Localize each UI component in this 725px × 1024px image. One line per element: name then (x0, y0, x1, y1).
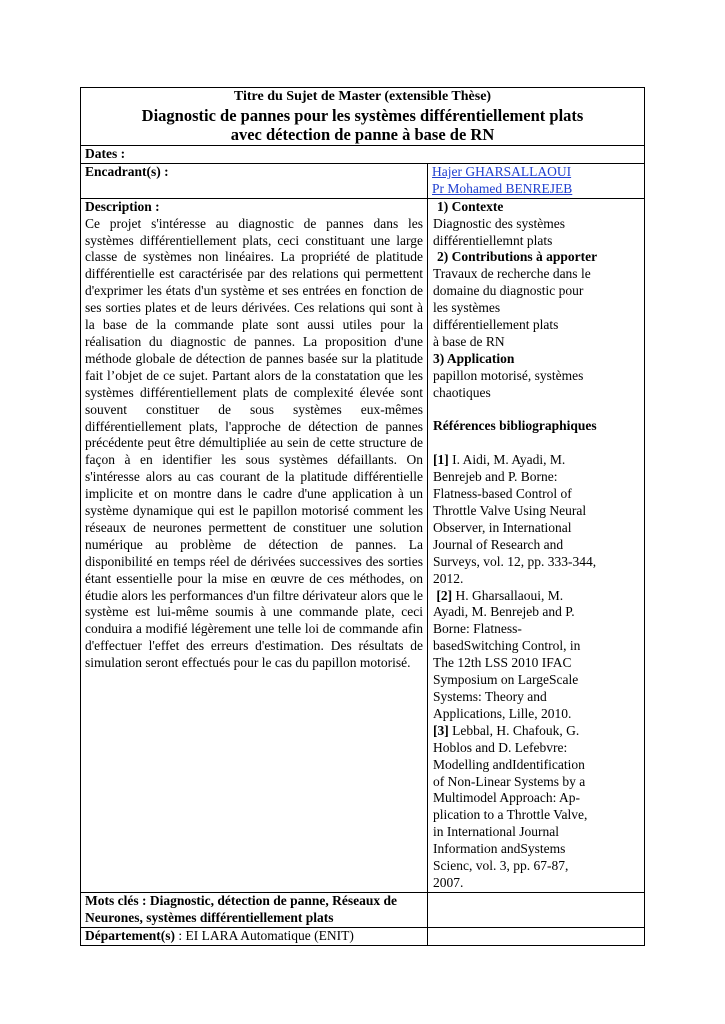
reference-1-line-8: 2012. (433, 570, 464, 586)
contributions-line-1: Travaux de recherche dans le (433, 266, 591, 282)
reference-2-line-1 (433, 588, 640, 605)
reference-2-number: [2] (436, 587, 453, 603)
spacer (433, 435, 640, 452)
reference-3-line-5: Multimodel Approach: Ap- (433, 790, 580, 806)
application-line-2: chaotiques (433, 384, 491, 400)
page-title-line2: avec détection de panne à base de RN (230, 125, 495, 144)
keywords-line-1: Mots clés : Diagnostic, détection de panne, Réseaux de (85, 892, 397, 908)
contexte-heading: 1) Contexte (437, 198, 504, 214)
contributions-line-4: différentiellement plats (433, 317, 559, 333)
contributions-line-2: domaine du diagnostic pour (433, 283, 584, 299)
contributions-line-3: les systèmes (433, 300, 501, 316)
reference-1-line-5: Observer, in International (433, 519, 572, 535)
application-line-1: papillon motorisé, systèmes (433, 367, 584, 383)
page-title-line1: Diagnostic de pannes pour les systèmes différentiellement plats (141, 106, 584, 125)
keywords-line-2: Neurones, systèmes différentiellement plats (85, 909, 334, 925)
encadrant-link-1[interactable]: Hajer GHARSALLAOUI (432, 163, 572, 179)
encadrants-label: Encadrant(s) : (81, 163, 428, 198)
keywords-empty-cell (428, 892, 645, 927)
references-heading: Références bibliographiques (433, 418, 597, 434)
reference-2-line-3: Borne: Flatness- (433, 621, 522, 637)
description-label: Description : (85, 198, 160, 214)
subject-form-table (80, 87, 645, 946)
encadrants-row (81, 163, 645, 198)
reference-3-line-8: Information andSystems (433, 841, 566, 857)
reference-3-line-3: Modelling andIdentification (433, 756, 585, 772)
department-row (81, 927, 645, 945)
reference-3-line-1 (433, 723, 640, 740)
department-empty-cell (428, 927, 645, 945)
reference-3-line-2: Hoblos and D. Lefebvre: (433, 739, 568, 755)
reference-2-line-5: The 12th LSS 2010 IFAC (433, 655, 572, 671)
reference-3-line-6: plication to a Throttle Valve, (433, 807, 588, 823)
contexte-line-2: différentiellemnt plats (433, 232, 553, 248)
reference-1-line-2: Benrejeb and P. Borne: (433, 469, 558, 485)
dates-label: Dates : (81, 146, 645, 164)
reference-3-line-4: of Non-Linear Systems by a (433, 773, 586, 789)
department-value: : EI LARA Automatique (ENIT) (174, 927, 354, 943)
title-row (81, 88, 645, 146)
reference-1-text: I. Aidi, M. Ayadi, M. (448, 452, 566, 468)
contributions-line-5: à base de RN (433, 333, 505, 349)
reference-1-line-3: Flatness-based Control of (433, 486, 572, 502)
contributions-heading: 2) Contributions à apporter (437, 249, 598, 265)
keywords-cell (81, 892, 428, 927)
description-row (81, 198, 645, 892)
subject-label: Titre du Sujet de Master (extensible Thèse) (233, 89, 492, 104)
description-text: Ce projet s'intéresse au diagnostic de pannes dans les systèmes différentiellement plats, ceci constituant une large classe de systèmes non linéaires. La propriété de platitude différentielle est caractérisée par des relations qui permettent d'exprimer les états d'un système et ses entrées en fonction de ses sorties plates et de leurs dérivées. Ces relations qui sont à la base de la commande plate sont aussi utiles pour la réalisation du diagnostic de pannes. La proposition d'une méthode globale de détection de pannes basée sur la platitude fait l’objet de ce sujet. Partant alors de la constatation que les systèmes différentiellement plats de complexité élevée sont souvent constituer de sous systèmes eux-mêmes différentiellement plats, l'approche de détection de pannes précédente peut être démultipliée au sein de cette structure de façon à en identifier les sous systèmes défaillants. On s'intéresse alors au cas courant de la platitude différentielle implicite et on montre dans le cadre d'une application à un système dynamique qui est le papillon motorisé comment les réseaux de neurones permettent de constituer une solution numérique au problème de détection de pannes. La disponibilité en temps réel de dérivées successives des sorties étant essentielle pour la mise en œuvre de ces méthodes, on étudie alors les performances d'un filtre dérivateur alors que le système est lui-même soumis à une commande plate, ceci conduira a modifié légèrement une telle loi de commande afin d'effectuer l'effet des erreurs d'estimation. Des résultats de simulation seront effectués pour le cas du papillon motorisé. (85, 215, 423, 671)
reference-3-line-9: Scienc, vol. 3, pp. 67-87, (433, 858, 569, 874)
reference-2-line-7: Systems: Theory and (433, 688, 547, 704)
reference-3-line-10: 2007. (433, 874, 464, 890)
reference-1-line-1 (433, 452, 640, 469)
reference-1-number: [1] (433, 452, 449, 468)
dates-row (81, 146, 645, 164)
reference-2-line-8: Applications, Lille, 2010. (433, 705, 572, 721)
encadrants-names (428, 163, 645, 198)
reference-1-line-4: Throttle Valve Using Neural (433, 503, 587, 518)
title-cell (81, 88, 645, 146)
details-cell (428, 198, 645, 892)
application-heading: 3) Application (433, 350, 515, 366)
reference-2-text: H. Gharsallaoui, M. (452, 587, 564, 603)
reference-3-text: Lebbal, H. Chafouk, G. (448, 722, 580, 738)
description-cell (81, 198, 428, 892)
department-cell (81, 927, 428, 945)
keywords-row (81, 892, 645, 927)
contexte-line-1: Diagnostic des systèmes (433, 215, 565, 231)
reference-2-line-2: Ayadi, M. Benrejeb and P. (433, 604, 575, 620)
department-label: Département(s) (85, 927, 175, 943)
reference-2-line-4: basedSwitching Control, in (433, 638, 581, 654)
reference-1-line-6: Journal of Research and (433, 536, 564, 552)
reference-1-line-7: Surveys, vol. 12, pp. 333-344, (433, 553, 597, 569)
reference-3-number: [3] (433, 722, 449, 738)
reference-3-line-7: in International Journal (433, 824, 559, 840)
reference-2-line-6: Symposium on LargeScale (433, 672, 579, 688)
encadrant-link-2[interactable]: Pr Mohamed BENREJEB (432, 180, 573, 196)
spacer (433, 402, 640, 419)
